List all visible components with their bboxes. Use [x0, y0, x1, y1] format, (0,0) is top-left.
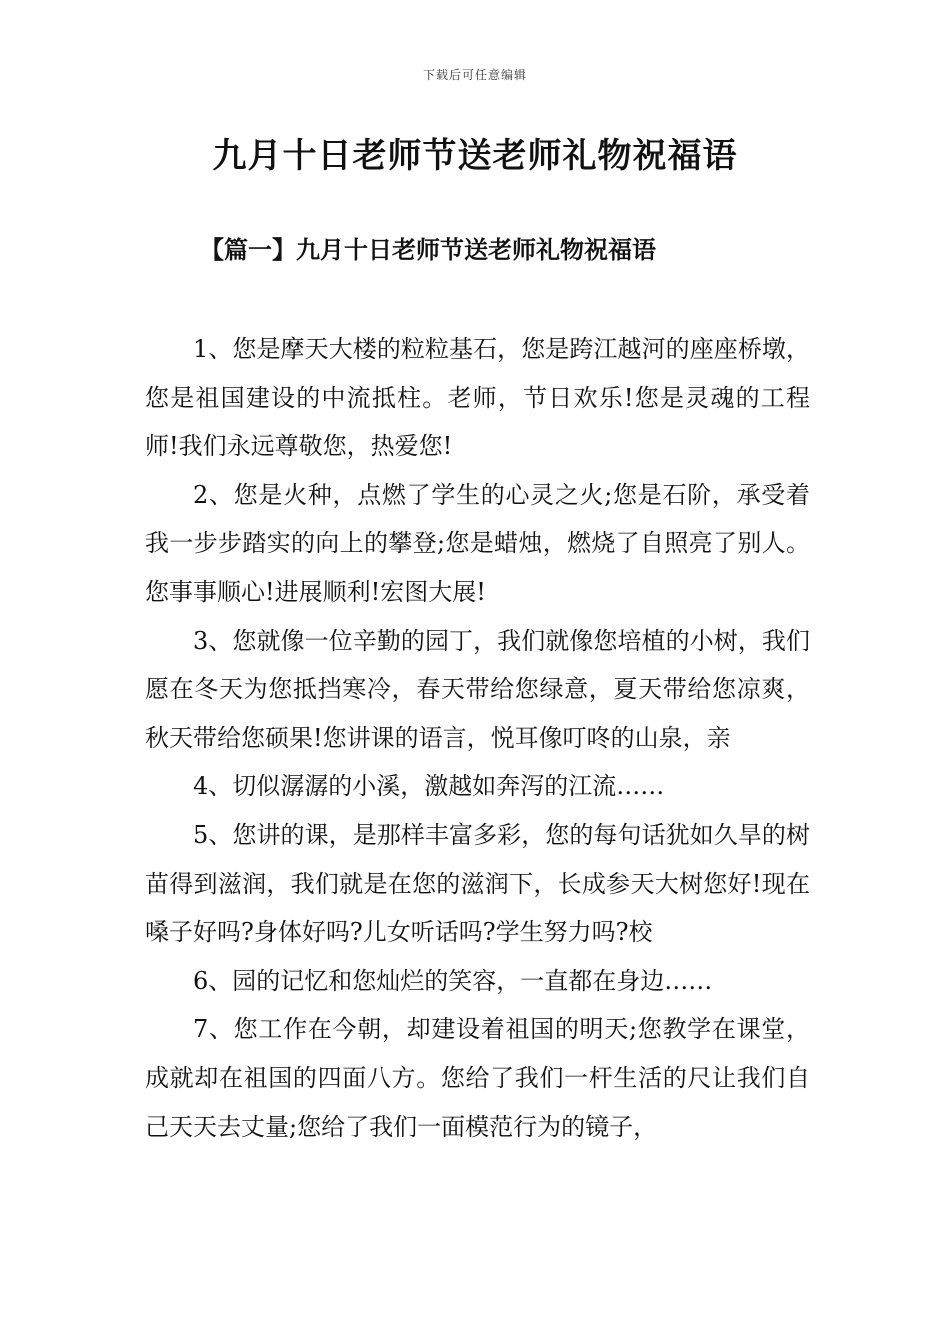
- paragraph-2: 2、您是火种，点燃了学生的心灵之火;您是石阶，承受着我一步步踏实的向上的攀登;您是蜡烛，燃烧了自照亮了别人。您事事顺心!进展顺利!宏图大展!: [145, 480, 810, 606]
- paragraph-4: 4、切似潺潺的小溪，激越如奔泻的江流……: [193, 772, 665, 801]
- paragraph-5: 5、您讲的课，是那样丰富多彩，您的每句话犹如久旱的树苗得到滋润，我们就是在您的滋润下，长成参天大树您好!现在嗓子好吗?身体好吗?儿女听话吗?学生努力吗?校: [145, 820, 810, 947]
- paragraph-3: 3、您就像一位辛勤的园丁，我们就像您培植的小树，我们愿在冬天为您抵挡寒冷，春天带给您绿意，夏天带给您凉爽，秋天带给您硕果!您讲课的语言，悦耳像叮咚的山泉，亲: [145, 626, 810, 752]
- paragraph-7: 7、您工作在今朝，却建设着祖国的明天;您教学在课堂，成就却在祖国的四面八方。您给了我们一杆生活的尺让我们自己天天去丈量;您给了我们一面模范行为的镜子，: [145, 1015, 810, 1141]
- paragraph-1: 1、您是摩天大楼的粒粒基石，您是跨江越河的座座桥墩，您是祖国建设的中流抵柱。老师，节日欢乐!您是灵魂的工程师!我们永远尊敬您，热爱您!: [145, 335, 810, 461]
- document-body: [145, 325, 810, 1151]
- paragraph-6: 6、园的记忆和您灿烂的笑容，一直都在身边……: [193, 966, 713, 995]
- document-title: 九月十日老师节送老师礼物祝福语: [212, 136, 738, 176]
- header-note: 下载后可任意编辑: [422, 68, 527, 82]
- section-heading: 【篇一】九月十日老师节送老师礼物祝福语: [200, 235, 656, 264]
